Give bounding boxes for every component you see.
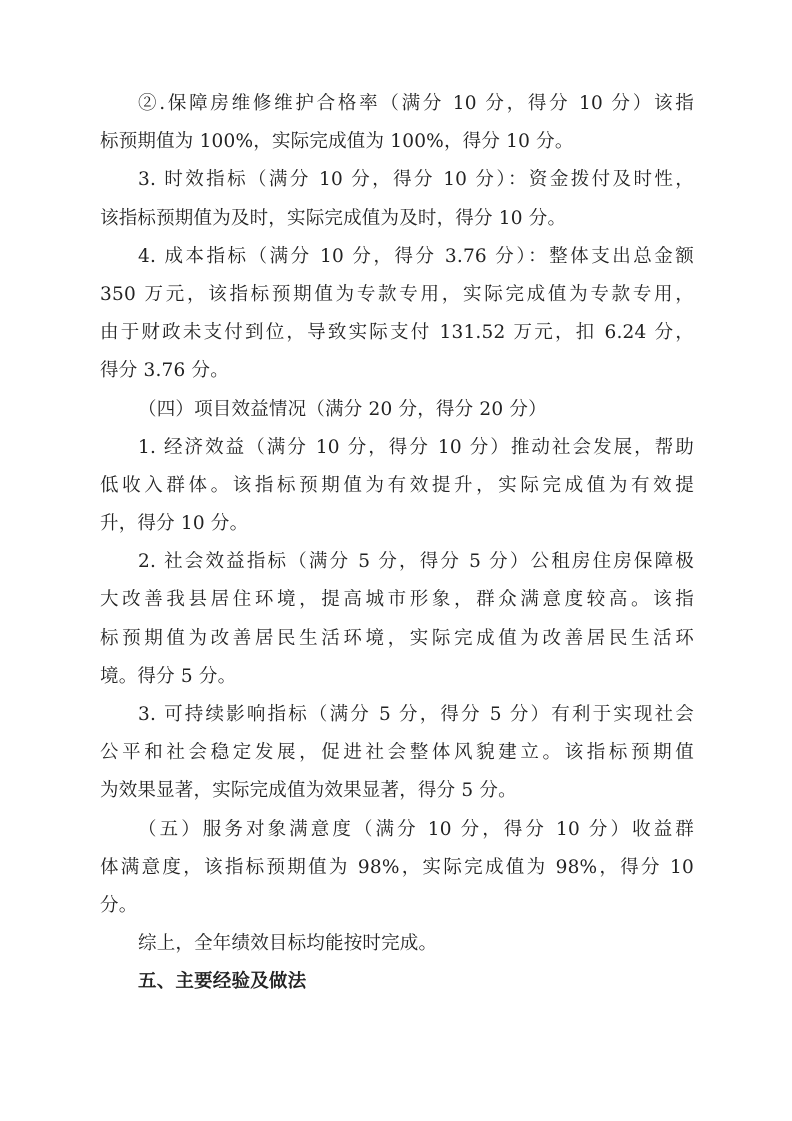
section-heading-experience: 五、主要经验及做法 xyxy=(138,971,307,993)
paragraph-social-line-1: 2. 社会效益指标（满分 5 分，得分 5 分）公租房住房保障极 xyxy=(138,551,694,573)
paragraph-economic-line-2: 低收入群体。该指标预期值为有效提升，实际完成值为有效提 xyxy=(100,474,694,496)
paragraph-sustainable-line-2: 公平和社会稳定发展，促进社会整体风貌建立。该指标预期值 xyxy=(100,742,694,764)
paragraph-sustainable-line-3: 为效果显著，实际完成值为效果显著，得分 5 分。 xyxy=(100,780,517,802)
paragraph-cost-line-2: 350 万元，该指标预期值为专款专用，实际完成值为专款专用， xyxy=(100,283,694,305)
paragraph-social-line-4: 境。得分 5 分。 xyxy=(100,665,237,687)
paragraph-maintenance-rate-line-2: 标预期值为 100%，实际完成值为 100%，得分 10 分。 xyxy=(100,131,574,153)
paragraph-sustainable-line-1: 3. 可持续影响指标（满分 5 分，得分 5 分）有利于实现社会 xyxy=(138,704,694,725)
paragraph-cost-line-4: 得分 3.76 分。 xyxy=(100,360,229,382)
paragraph-satisfaction-line-1: （五）服务对象满意度（满分 10 分，得分 10 分）收益群 xyxy=(138,818,694,840)
paragraph-timeliness-line-1: 3. 时效指标（满分 10 分，得分 10 分）：资金拨付及时性， xyxy=(138,169,694,191)
paragraph-satisfaction-line-3: 分。 xyxy=(100,894,138,916)
document-body xyxy=(100,85,694,1002)
paragraph-cost-line-3: 由于财政未支付到位，导致实际支付 131.52 万元，扣 6.24 分， xyxy=(100,322,694,344)
paragraph-timeliness-line-2: 该指标预期值为及时，实际完成值为及时，得分 10 分。 xyxy=(100,207,567,229)
paragraph-summary: 综上，全年绩效目标均能按时完成。 xyxy=(138,933,438,955)
paragraph-satisfaction-line-2: 体满意度，该指标预期值为 98%，实际完成值为 98%，得分 10 xyxy=(100,856,694,878)
paragraph-cost-line-1: 4. 成本指标（满分 10 分，得分 3.76 分）：整体支出总金额 xyxy=(138,245,694,267)
paragraph-economic-line-3: 升，得分 10 分。 xyxy=(100,513,249,535)
paragraph-social-line-3: 标预期值为改善居民生活环境，实际完成值为改善居民生活环 xyxy=(100,627,694,649)
paragraph-maintenance-rate-line-1: ②.保障房维修维护合格率（满分 10 分，得分 10 分）该指 xyxy=(138,93,694,114)
section-heading-benefits: （四）项目效益情况（满分 20 分，得分 20 分） xyxy=(138,398,547,420)
paragraph-social-line-2: 大改善我县居住环境，提高城市形象，群众满意度较高。该指 xyxy=(100,589,694,611)
paragraph-economic-line-1: 1. 经济效益（满分 10 分，得分 10 分）推动社会发展，帮助 xyxy=(138,436,694,458)
